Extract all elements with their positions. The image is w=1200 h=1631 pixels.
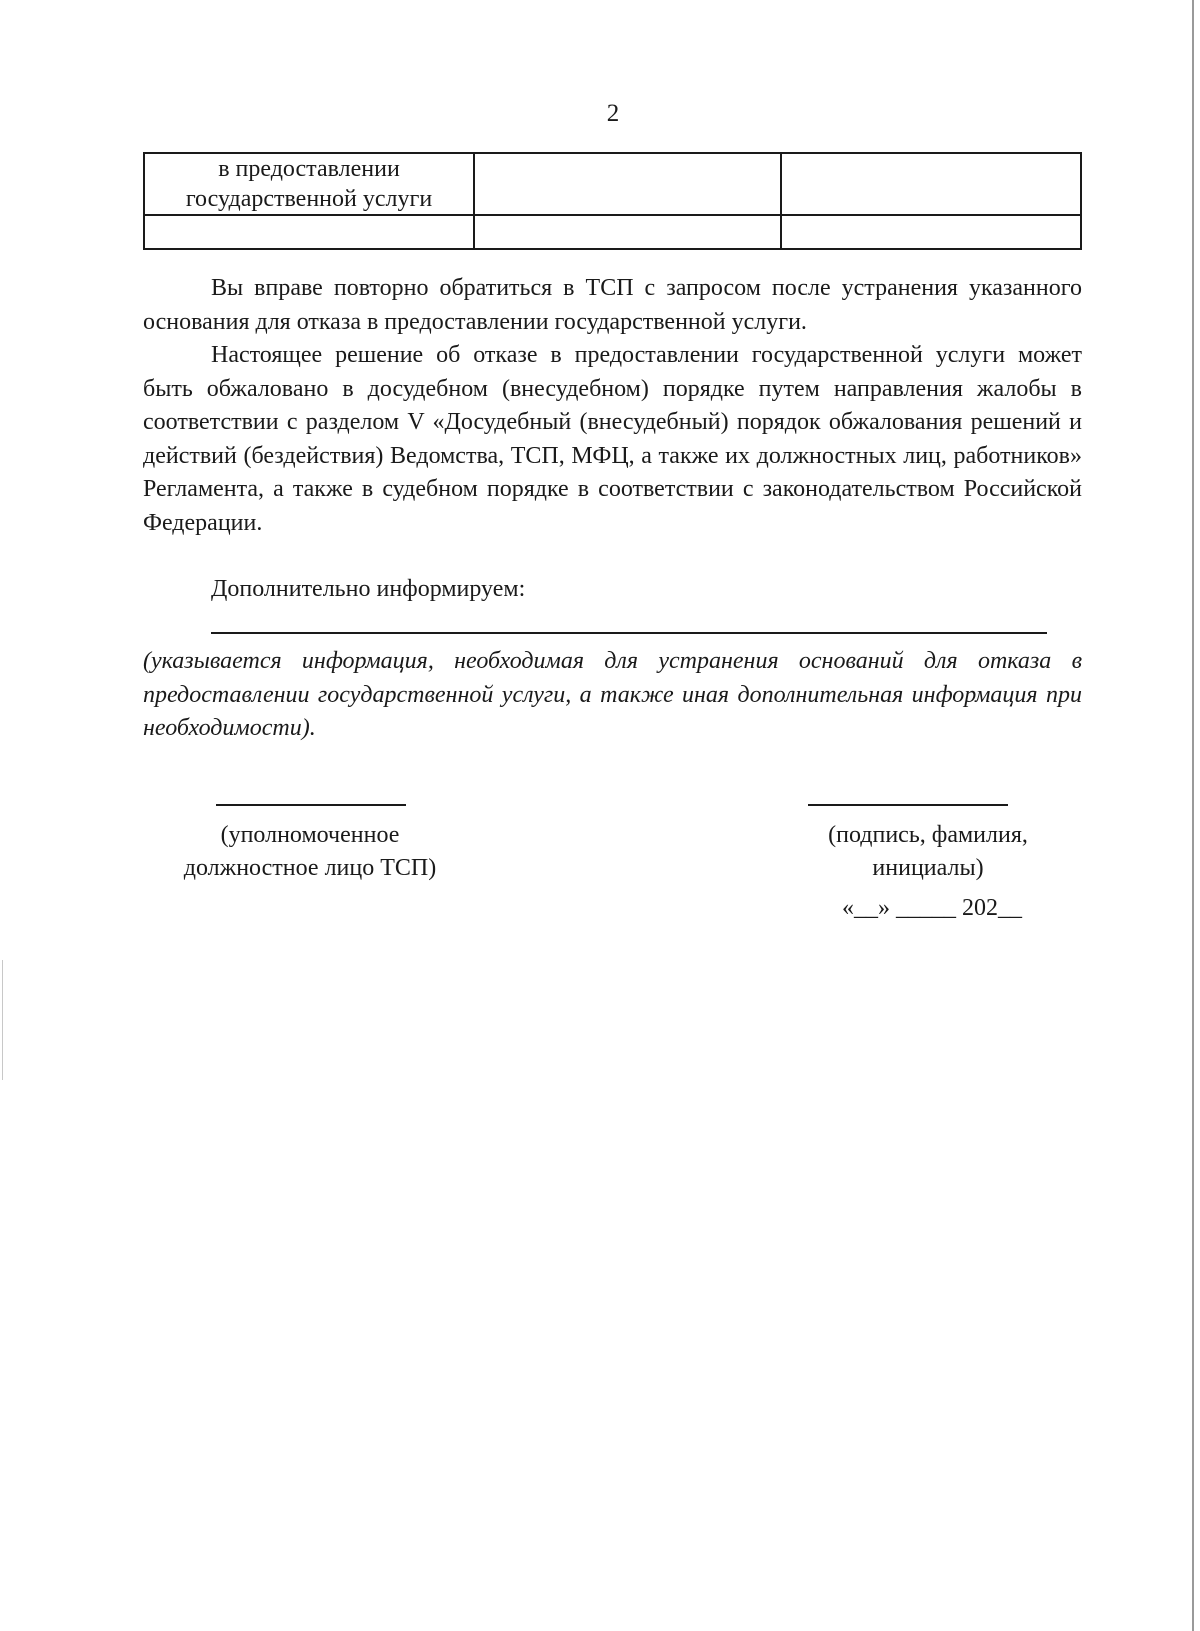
scan-edge-left (2, 960, 3, 1080)
table-row (144, 153, 1081, 215)
scan-edge-right (1192, 0, 1194, 1631)
table-cell (474, 215, 781, 249)
official-caption-line: должностное лицо ТСП) (183, 855, 437, 881)
signature-date: «__» _____ 202__ (842, 895, 1022, 921)
official-fill-line (216, 804, 406, 806)
signature-fill-line (808, 804, 1008, 806)
page-number: 2 (606, 100, 620, 127)
table-cell (781, 153, 1081, 215)
table-cell (474, 153, 781, 215)
table-cell (144, 153, 474, 215)
reapply-paragraph: Вы вправе повторно обратиться в ТСП с запросом после устранения указанного основания для отказа в предоставлении государственной услуги. (143, 275, 1082, 335)
additional-info-fill-line (211, 632, 1047, 634)
table-cell (144, 215, 474, 249)
additional-info-note: (указывается информация, необходимая для устранения оснований для отказа в предоставлении государственной услуги, а также иная дополнительная информация при необходимости). (143, 648, 1082, 741)
official-caption (150, 819, 470, 885)
refusal-table (143, 152, 1082, 250)
signature-caption-line: инициалы) (872, 855, 984, 881)
table-cell-line: в предоставлении (218, 156, 400, 182)
table-cell (781, 215, 1081, 249)
official-caption-line: (уполномоченное (220, 822, 400, 848)
signature-caption (778, 819, 1078, 885)
additional-info-label: Дополнительно информируем: (211, 576, 526, 602)
table-row (144, 215, 1081, 249)
appeal-paragraph: Настоящее решение об отказе в предоставлении государственной услуги может быть обжаловано в досудебном (внесудебном) порядке путем направления жалобы в соответствии с разделом V «Досудебный (внесудебный) порядок обжалования решений и действий (бездействия) Ведомства, ТСП, МФЦ, а также их должностных лиц, работников» Регламента, а также в судебном порядке в соответствии с законодательством Российской Федерации. (143, 342, 1082, 536)
table-cell-line: государственной услуги (185, 186, 433, 212)
signature-caption-line: (подпись, фамилия, (828, 822, 1028, 848)
